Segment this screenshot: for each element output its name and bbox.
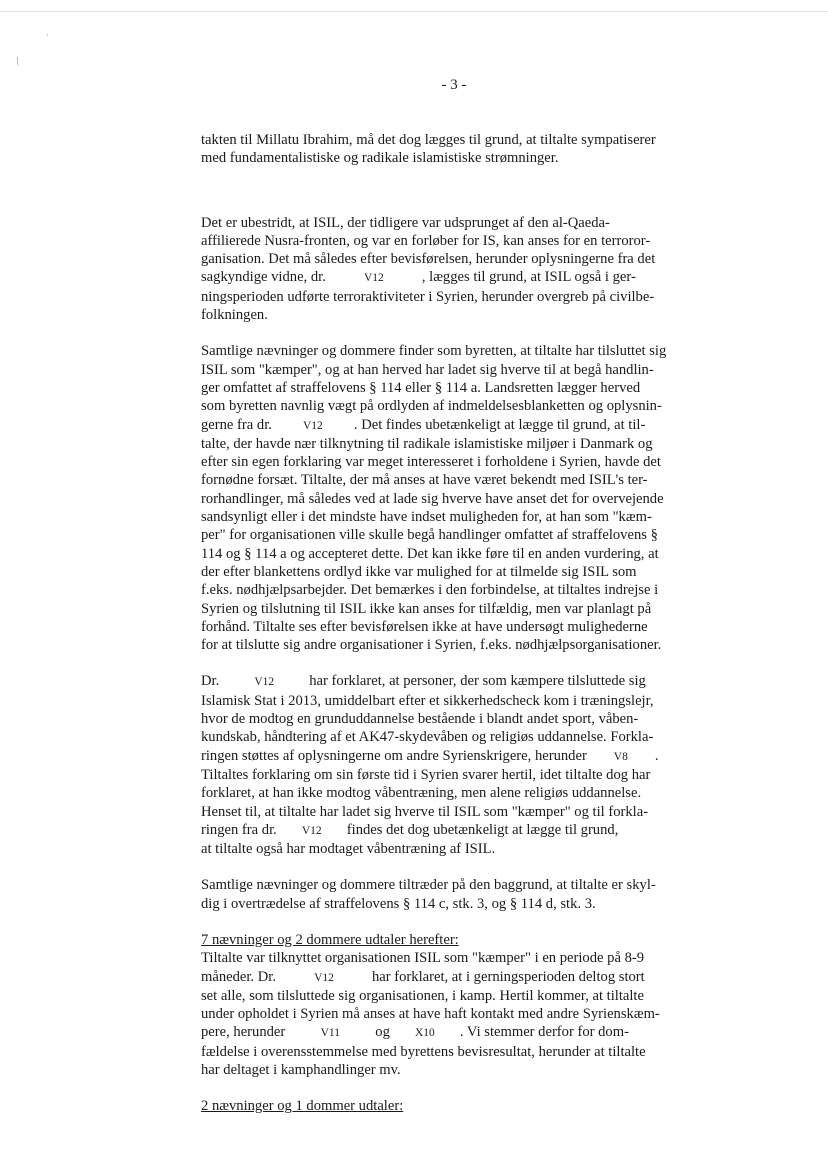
redacted-person-code: V11 xyxy=(320,1027,340,1040)
text-line: set alle, som tilsluttede sig organisationen, i kamp. Hertil kommer, at tiltalte xyxy=(201,987,644,1004)
redacted-witness-code: V12 xyxy=(363,272,384,285)
paragraph-joined-as-fighter xyxy=(201,342,731,654)
paragraph-training-camp xyxy=(201,672,731,858)
text-line: ger omfattet af straffelovens § 114 eller § 114 a. Landsretten lægger herved xyxy=(201,379,641,396)
text-line: forhånd. Tiltalte ses efter bevisførelsen ikke at have undersøgt mulighederne xyxy=(201,618,648,635)
paragraph-guilty-verdict xyxy=(201,876,731,913)
text-line: . xyxy=(654,747,659,764)
section-heading: 2 nævninger og 1 dommer udtaler: xyxy=(201,1098,404,1115)
text-line: ringen støttes af oplysningerne om andre Syrienskrigere, herunder xyxy=(201,747,587,764)
text-line: har forklaret, at personer, der som kæmpere tilsluttede sig xyxy=(309,673,646,690)
redacted-witness-code: V8 xyxy=(613,750,628,763)
text-line: Syrien og tilslutning til ISIL ikke kan anses for tilfældig, men var planlagt på xyxy=(201,600,652,617)
text-line: f.eks. nødhjælpsarbejder. Det bemærkes i den forbindelse, at tiltaltes indrejse i xyxy=(201,582,659,599)
text-line: ringen fra dr. xyxy=(201,821,277,838)
text-line: efter sin egen forklaring var meget interesseret i forholdene i Syrien, havde det xyxy=(201,454,661,471)
scan-stroke: / xyxy=(12,53,22,69)
text-line: måneder. Dr. xyxy=(201,968,276,985)
text-line: kundskab, håndtering af et AK47-skydevåben og religiøs uddannelse. Forkla- xyxy=(201,729,654,746)
document-body xyxy=(201,131,731,1116)
text-line: gerne fra dr. xyxy=(201,416,272,433)
text-line: der efter blankettens ordlyd ikke var mulighed for at tilmelde sig ISIL som xyxy=(201,563,637,580)
text-line: ganisation. Det må således efter bevisførelsen, herunder oplysningerne fra det xyxy=(201,251,656,268)
text-line: forklaret, at han ikke modtog våbentræning, men alene religiøs uddannelse. xyxy=(201,785,642,802)
text-line: Tiltalte var tilknyttet organisationen ISIL som "kæmper" i en periode på 8-9 xyxy=(201,950,645,967)
text-line: sagkyndige vidne, dr. xyxy=(201,269,326,286)
redacted-witness-code: V12 xyxy=(303,419,323,432)
text-line: hvor de modtog en grunduddannelse bestående i blandt andet sport, våben- xyxy=(201,711,639,728)
text-line: 114 og § 114 a og accepteret dette. Det kan ikke føre til en anden vurdering, at xyxy=(201,545,659,562)
redacted-person-code: X10 xyxy=(414,1027,435,1040)
text-line: under opholdet i Syrien må anses at have haft kontakt med andre Syrienskæm- xyxy=(201,1006,660,1023)
text-line: har deltaget i kamphandlinger mv. xyxy=(201,1062,401,1079)
text-line: Samtlige nævninger og dommere finder som byretten, at tiltalte har tilsluttet sig xyxy=(201,343,667,360)
section-majority-opinion xyxy=(201,931,731,1079)
text-line: ISIL som "kæmper", og at han herved har ladet sig hverve til at begå handlin- xyxy=(201,361,654,378)
text-line: , lægges til grund, at ISIL også i ger- xyxy=(421,269,636,286)
paragraph-isil-terror-organisation xyxy=(201,214,731,325)
text-line: Dr. xyxy=(201,673,220,690)
section-minority-opinion xyxy=(201,1097,731,1115)
redacted-witness-code: V12 xyxy=(301,824,322,837)
text-line: findes det dog ubetænkeligt at lægge til grund, xyxy=(346,821,619,838)
text-line: fældelse i overensstemmelse med byrettens bevisresultat, herunder at tiltalte xyxy=(201,1043,646,1060)
text-line: rorhandlinger, må således ved at lade sig hverve have anset det for overvejende xyxy=(201,490,664,507)
text-line: som byretten navnlig vægt på ordlyden af indmeldelsesblanketten og oplysnin- xyxy=(201,398,662,415)
text-line: med fundamentalistiske og radikale islamistiske strømninger. xyxy=(201,150,559,167)
text-line: sandsynligt eller i det mindste have indset muligheden for, at han som "kæm- xyxy=(201,509,652,526)
scan-speck: · xyxy=(46,30,49,40)
text-line: har forklaret, at i gerningsperioden deltog stort xyxy=(371,968,645,985)
text-line: ningsperioden udførte terroraktiviteter i Syrien, herunder overgreb på civilbe- xyxy=(201,288,655,305)
section-heading: 7 nævninger og 2 dommere udtaler herefter: xyxy=(201,931,459,948)
text-line: affilierede Nusra-fronten, og var en forløber for IS, kan anses for en terroror- xyxy=(201,232,651,249)
text-line: talte, der havde nær tilknytning til radikale islamistiske miljøer i Danmark og xyxy=(201,435,653,452)
text-line: dig i overtrædelse af straffelovens § 114 c, stk. 3, og § 114 d, stk. 3. xyxy=(201,895,596,912)
text-line: . Det findes ubetænkeligt at lægge til grund, at til- xyxy=(353,416,646,433)
text-line: Henset til, at tiltalte har ladet sig hverve til ISIL som "kæmper" og til forkla- xyxy=(201,803,649,820)
redacted-witness-code: V12 xyxy=(314,971,334,984)
paragraph-sympathy xyxy=(201,131,731,168)
text-line: og xyxy=(375,1024,390,1041)
text-line: . Vi stemmer derfor for dom- xyxy=(459,1024,629,1041)
text-line: Samtlige nævninger og dommere tiltræder på den baggrund, at tiltalte er skyl- xyxy=(201,877,656,894)
text-line: Tiltaltes forklaring om sin første tid i Syrien svarer hertil, idet tiltalte dog har xyxy=(201,766,651,783)
text-line: for at tilslutte sig andre organisationer i Syrien, f.eks. nødhjælpsorganisationer. xyxy=(201,637,662,654)
page-number: - 3 - xyxy=(441,77,467,93)
redacted-witness-code: V12 xyxy=(254,676,275,689)
scan-edge-line xyxy=(0,11,828,12)
text-line: Det er ubestridt, at ISIL, der tidligere var udsprunget af den al-Qaeda- xyxy=(201,214,610,231)
text-line: takten til Millatu Ibrahim, må det dog lægges til grund, at tiltalte sympatiserer xyxy=(201,132,656,148)
text-line: per" for organisationen ville skulle begå handlinger omfattet af straffelovens § xyxy=(201,527,658,544)
text-line: pere, herunder xyxy=(201,1024,286,1041)
text-line: folkningen. xyxy=(201,307,268,324)
text-line: fornødne forsæt. Tiltalte, der må anses at have været bekendt med ISIL's ter- xyxy=(201,472,648,489)
text-line: Islamisk Stat i 2013, umiddelbart efter et sikkerhedscheck kom i træningslejr, xyxy=(201,692,654,709)
text-line: at tiltalte også har modtaget våbentræning af ISIL. xyxy=(201,841,496,858)
